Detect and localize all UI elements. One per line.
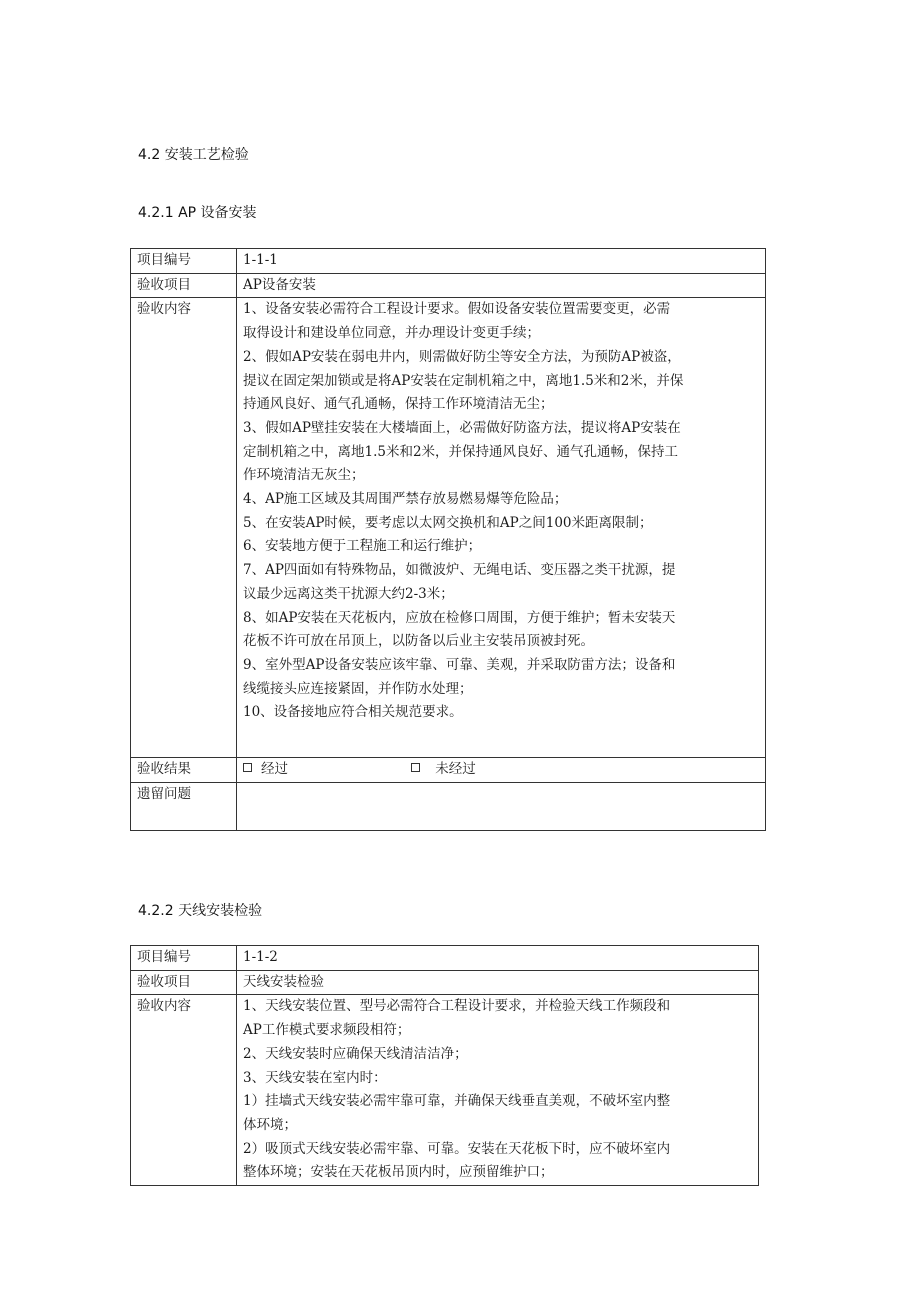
content-line: 议最少远离这类干扰源大约2-3米； bbox=[243, 585, 454, 602]
content-line: AP工作模式要求频段相符； bbox=[243, 1022, 411, 1039]
content-line: 3、天线安装在室内时： bbox=[243, 1069, 387, 1086]
content-line: 8、如AP安装在天花板内，应放在检修口周围，方便于维护；暂未安装天 bbox=[243, 609, 676, 626]
section-heading: 4.2 安装工艺检验 bbox=[138, 147, 249, 163]
content-line: 定制机箱之中，离地1.5米和2米，并保持通风良好、通气孔通畅，保持工 bbox=[243, 443, 679, 460]
content-line: 提议在固定架加锁或是将AP安装在定制机箱之中，离地1.5米和2米，并保 bbox=[243, 372, 684, 389]
content-line: 整体环境；安装在天花板吊顶内时，应预留维护口； bbox=[243, 1164, 554, 1181]
content-line: 1、设备安装必需符合工程设计要求。假如设备安装位置需要变更，必需 bbox=[243, 301, 671, 318]
table-row bbox=[131, 298, 766, 758]
row-label: 验收项目 bbox=[131, 273, 237, 298]
content-line: 10、设备接地应符合相关规范要求。 bbox=[243, 704, 463, 721]
row-label: 验收内容 bbox=[131, 995, 237, 1186]
row-value: AP设备安装 bbox=[237, 273, 766, 298]
row-label: 验收结果 bbox=[131, 758, 237, 783]
antenna-install-table bbox=[130, 945, 759, 1186]
content-line: 4、AP施工区域及其周围严禁存放易燃易爆等危险品； bbox=[243, 491, 568, 508]
row-value: 天线安装检验 bbox=[237, 970, 759, 995]
content-line: 取得设计和建设单位同意，并办理设计变更手续； bbox=[243, 325, 540, 342]
content-line: 3、假如AP壁挂安装在大楼墙面上，必需做好防盗方法，提议将AP安装在 bbox=[243, 419, 681, 436]
option-fail[interactable] bbox=[411, 758, 476, 782]
ap-install-table bbox=[130, 248, 766, 831]
subsection-heading-antenna: 4.2.2 天线安装检验 bbox=[138, 903, 263, 919]
content-cell bbox=[237, 995, 759, 1186]
table-row bbox=[131, 970, 759, 995]
content-line: 5、在安装AP时候，要考虑以太网交换机和AP之间100米距离限制； bbox=[243, 514, 653, 531]
content-line: 花板不许可放在吊顶上，以防备以后业主安装吊顶被封死。 bbox=[243, 633, 594, 650]
content-line: 2、天线安装时应确保天线清洁洁净； bbox=[243, 1045, 468, 1062]
content-line: 1）挂墙式天线安装必需牢靠可靠，并确保天线垂直美观，不破坏室内整 bbox=[243, 1093, 671, 1110]
row-label: 项目编号 bbox=[131, 946, 237, 971]
content-line: 持通风良好、通气孔通畅，保持工作环境清洁无尘； bbox=[243, 396, 554, 413]
row-value: 1-1-2 bbox=[237, 946, 759, 971]
content-line: 线缆接头应连接紧固，并作防水处理； bbox=[243, 680, 473, 697]
content-line: 9、室外型AP设备安装应该牢靠、可靠、美观，并采取防雷方法；设备和 bbox=[243, 656, 676, 673]
content-line: 1、天线安装位置、型号必需符合工程设计要求，并检验天线工作频段和 bbox=[243, 998, 671, 1015]
option-fail-label: 未经过 bbox=[435, 761, 476, 778]
checkbox-pass[interactable] bbox=[243, 763, 252, 772]
table-row bbox=[131, 783, 766, 831]
content-line: 7、AP四面如有特殊物品，如微波炉、无绳电话、变压器之类干扰源，提 bbox=[243, 562, 676, 579]
row-label: 遗留问题 bbox=[131, 783, 237, 831]
table-row bbox=[131, 758, 766, 783]
subsection-heading-ap: 4.2.1 AP 设备安装 bbox=[138, 205, 257, 221]
row-label: 验收内容 bbox=[131, 298, 237, 758]
row-label: 项目编号 bbox=[131, 249, 237, 274]
checkbox-fail[interactable] bbox=[411, 763, 420, 772]
issues-cell bbox=[237, 783, 766, 831]
result-cell bbox=[237, 758, 766, 783]
row-value: 1-1-1 bbox=[237, 249, 766, 274]
option-pass[interactable] bbox=[243, 758, 407, 782]
row-label: 验收项目 bbox=[131, 970, 237, 995]
table-row bbox=[131, 273, 766, 298]
content-line: 2、假如AP安装在弱电井内，则需做好防尘等安全方法，为预防AP被盗， bbox=[243, 348, 681, 365]
content-line: 体环境； bbox=[243, 1116, 297, 1133]
table-row bbox=[131, 995, 759, 1186]
table-row bbox=[131, 249, 766, 274]
content-line: 6、安装地方便于工程施工和运行维护； bbox=[243, 538, 482, 555]
content-cell bbox=[237, 298, 766, 758]
table-row bbox=[131, 946, 759, 971]
content-line: 作环境清洁无灰尘； bbox=[243, 467, 365, 484]
option-pass-label: 经过 bbox=[261, 761, 288, 778]
content-line: 2）吸顶式天线安装必需牢靠、可靠。安装在天花板下时，应不破坏室内 bbox=[243, 1140, 671, 1157]
